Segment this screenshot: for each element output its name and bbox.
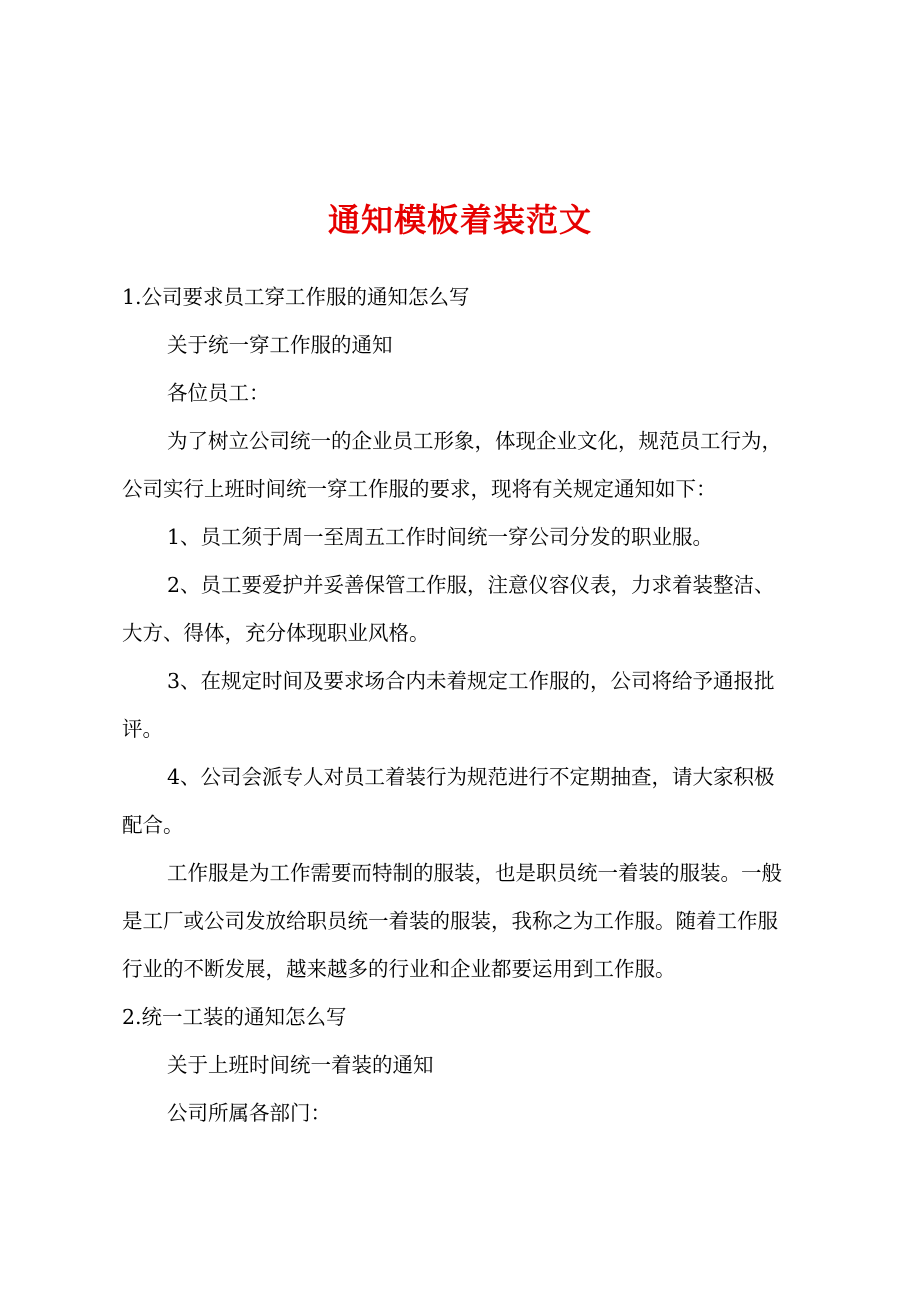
paragraph-line: 为了树立公司统一的企业员工形象，体现企业文化，规范员工行为， [167, 429, 782, 453]
notice-title-1: 关于统一穿工作服的通知 [167, 333, 393, 357]
rule-item-1: 1、员工须于周一至周五工作时间统一穿公司分发的职业服。 [167, 525, 714, 549]
rule-item-2: 2、员工要爱护并妥善保管工作服，注意仪容仪表，力求着装整洁、 [167, 573, 775, 597]
document-title: 通知模板着装范文 [327, 201, 592, 239]
rule-item-4: 4、公司会派专人对员工着装行为规范进行不定期抽查，请大家积极 [167, 765, 775, 789]
rule-item-4-cont: 配合。 [122, 813, 184, 837]
paragraph-line: 是工厂或公司发放给职员统一着装的服装，我称之为工作服。随着工作服 [122, 909, 778, 933]
paragraph-line: 工作服是为工作需要而特制的服装，也是职员统一着装的服装。一般 [167, 861, 782, 885]
salutation-2: 公司所属各部门： [167, 1101, 331, 1125]
rule-item-3: 3、在规定时间及要求场合内未着规定工作服的，公司将给予通报批 [167, 669, 775, 693]
section-heading-2: 2.统一工装的通知怎么写 [122, 1005, 347, 1029]
paragraph-line: 行业的不断发展，越来越多的行业和企业都要运用到工作服。 [122, 957, 676, 981]
salutation-1: 各位员工： [167, 381, 270, 405]
section-heading-1: 1.公司要求员工穿工作服的通知怎么写 [122, 285, 470, 309]
rule-item-3-cont: 评。 [122, 717, 163, 741]
notice-title-2: 关于上班时间统一着装的通知 [167, 1053, 434, 1077]
rule-item-2-cont: 大方、得体，充分体现职业风格。 [122, 621, 430, 645]
paragraph-line: 公司实行上班时间统一穿工作服的要求，现将有关规定通知如下： [122, 477, 717, 501]
